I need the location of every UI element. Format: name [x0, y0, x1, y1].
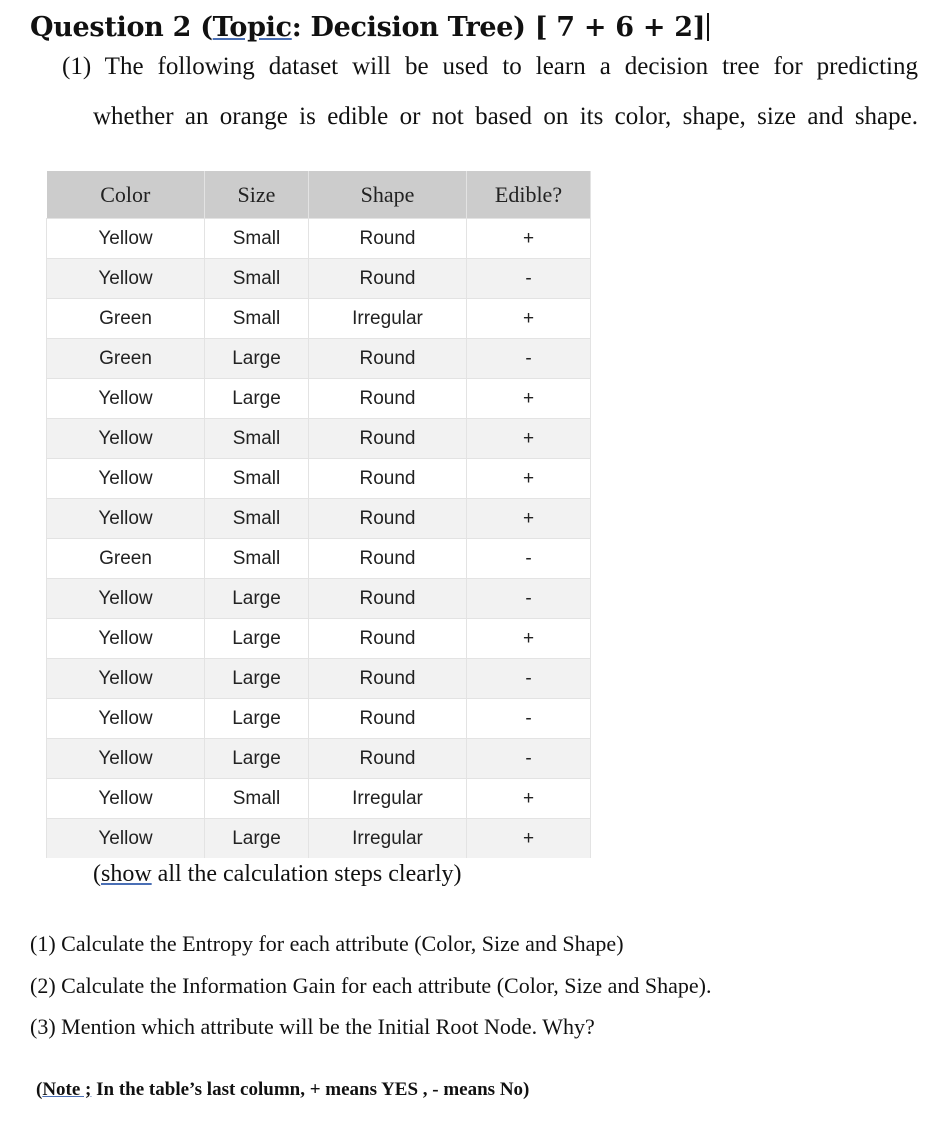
text-cursor — [707, 13, 709, 41]
cell-edible: - — [467, 259, 591, 299]
cell-color: Yellow — [47, 819, 205, 859]
table-row — [47, 579, 591, 619]
cell-shape: Round — [309, 739, 467, 779]
cell-edible: + — [467, 819, 591, 859]
cell-color: Yellow — [47, 659, 205, 699]
cell-size: Small — [205, 499, 309, 539]
header-size: Size — [205, 171, 309, 219]
cell-size: Small — [205, 419, 309, 459]
question-number: Question 2 — [30, 12, 192, 43]
cell-color: Green — [47, 539, 205, 579]
cell-color: Yellow — [47, 419, 205, 459]
cell-size: Large — [205, 379, 309, 419]
table-row — [47, 659, 591, 699]
table-row — [47, 299, 591, 339]
header-edible: Edible? — [467, 171, 591, 219]
cell-color: Yellow — [47, 259, 205, 299]
table-row — [47, 419, 591, 459]
cell-edible: + — [467, 459, 591, 499]
cell-shape: Round — [309, 659, 467, 699]
cell-color: Yellow — [47, 499, 205, 539]
cell-size: Small — [205, 779, 309, 819]
cell-size: Small — [205, 259, 309, 299]
cell-color: Yellow — [47, 739, 205, 779]
cell-edible: + — [467, 299, 591, 339]
cell-size: Large — [205, 659, 309, 699]
cell-size: Large — [205, 819, 309, 859]
cell-edible: + — [467, 379, 591, 419]
table-row — [47, 499, 591, 539]
cell-edible: + — [467, 499, 591, 539]
title-rest: : Decision Tree) [ 7 + 6 + 2] — [291, 12, 706, 43]
cell-shape: Round — [309, 459, 467, 499]
cell-size: Small — [205, 299, 309, 339]
cell-shape: Round — [309, 379, 467, 419]
cell-color: Yellow — [47, 379, 205, 419]
table-header-row — [47, 171, 591, 219]
cell-edible: + — [467, 619, 591, 659]
task-entropy: (1) Calculate the Entropy for each attribute (Color, Size and Shape) — [30, 931, 624, 956]
cell-edible: - — [467, 699, 591, 739]
cell-edible: - — [467, 659, 591, 699]
topic-word: Topic — [212, 12, 292, 43]
cell-size: Large — [205, 619, 309, 659]
cell-size: Large — [205, 339, 309, 379]
cell-edible: - — [467, 339, 591, 379]
title-open-paren: ( — [191, 12, 213, 43]
cell-size: Large — [205, 739, 309, 779]
task-root-node: (3) Mention which attribute will be the Initial Root Node. Why? — [30, 1014, 595, 1039]
cell-shape: Round — [309, 339, 467, 379]
table-row — [47, 819, 591, 859]
cell-shape: Round — [309, 419, 467, 459]
show-note-rest: all the calculation steps clearly) — [151, 861, 462, 887]
cell-shape: Round — [309, 579, 467, 619]
cell-color: Green — [47, 339, 205, 379]
cell-edible: + — [467, 219, 591, 259]
cell-size: Large — [205, 699, 309, 739]
table-row — [47, 699, 591, 739]
note-rest: In the table’s last column, + means YES , - means No) — [91, 1079, 530, 1100]
intro-line-1: (1) The following dataset will be used to learn a decision tree for predicting — [62, 53, 918, 80]
cell-size: Small — [205, 219, 309, 259]
cell-color: Yellow — [47, 699, 205, 739]
cell-shape: Round — [309, 499, 467, 539]
table-row — [47, 259, 591, 299]
table-row — [47, 219, 591, 259]
cell-shape: Irregular — [309, 299, 467, 339]
dataset-table — [46, 171, 591, 858]
table-row — [47, 339, 591, 379]
cell-shape: Irregular — [309, 779, 467, 819]
cell-color: Yellow — [47, 619, 205, 659]
table-row — [47, 459, 591, 499]
cell-color: Yellow — [47, 459, 205, 499]
header-shape: Shape — [309, 171, 467, 219]
cell-color: Yellow — [47, 219, 205, 259]
cell-color: Green — [47, 299, 205, 339]
cell-edible: - — [467, 739, 591, 779]
legend-note — [36, 1079, 529, 1101]
table-row — [47, 779, 591, 819]
cell-size: Small — [205, 459, 309, 499]
note-word: Note ; — [42, 1079, 92, 1100]
cell-edible: + — [467, 779, 591, 819]
show-steps-note — [93, 861, 462, 888]
show-word: show — [101, 861, 152, 887]
table-row — [47, 539, 591, 579]
cell-color: Yellow — [47, 779, 205, 819]
cell-shape: Irregular — [309, 819, 467, 859]
cell-size: Small — [205, 539, 309, 579]
cell-edible: + — [467, 419, 591, 459]
question-title — [30, 12, 709, 43]
show-note-open: ( — [93, 861, 101, 887]
task-information-gain: (2) Calculate the Information Gain for each attribute (Color, Size and Shape). — [30, 973, 712, 998]
cell-shape: Round — [309, 259, 467, 299]
cell-edible: - — [467, 539, 591, 579]
cell-shape: Round — [309, 619, 467, 659]
cell-shape: Round — [309, 699, 467, 739]
table-row — [47, 619, 591, 659]
table-row — [47, 379, 591, 419]
note-open: ( — [36, 1079, 43, 1100]
cell-shape: Round — [309, 539, 467, 579]
cell-size: Large — [205, 579, 309, 619]
cell-color: Yellow — [47, 579, 205, 619]
header-color: Color — [47, 171, 205, 219]
intro-line-2: whether an orange is edible or not based on its color, shape, size and shape. — [93, 103, 918, 130]
cell-shape: Round — [309, 219, 467, 259]
table-row — [47, 739, 591, 779]
cell-edible: - — [467, 579, 591, 619]
